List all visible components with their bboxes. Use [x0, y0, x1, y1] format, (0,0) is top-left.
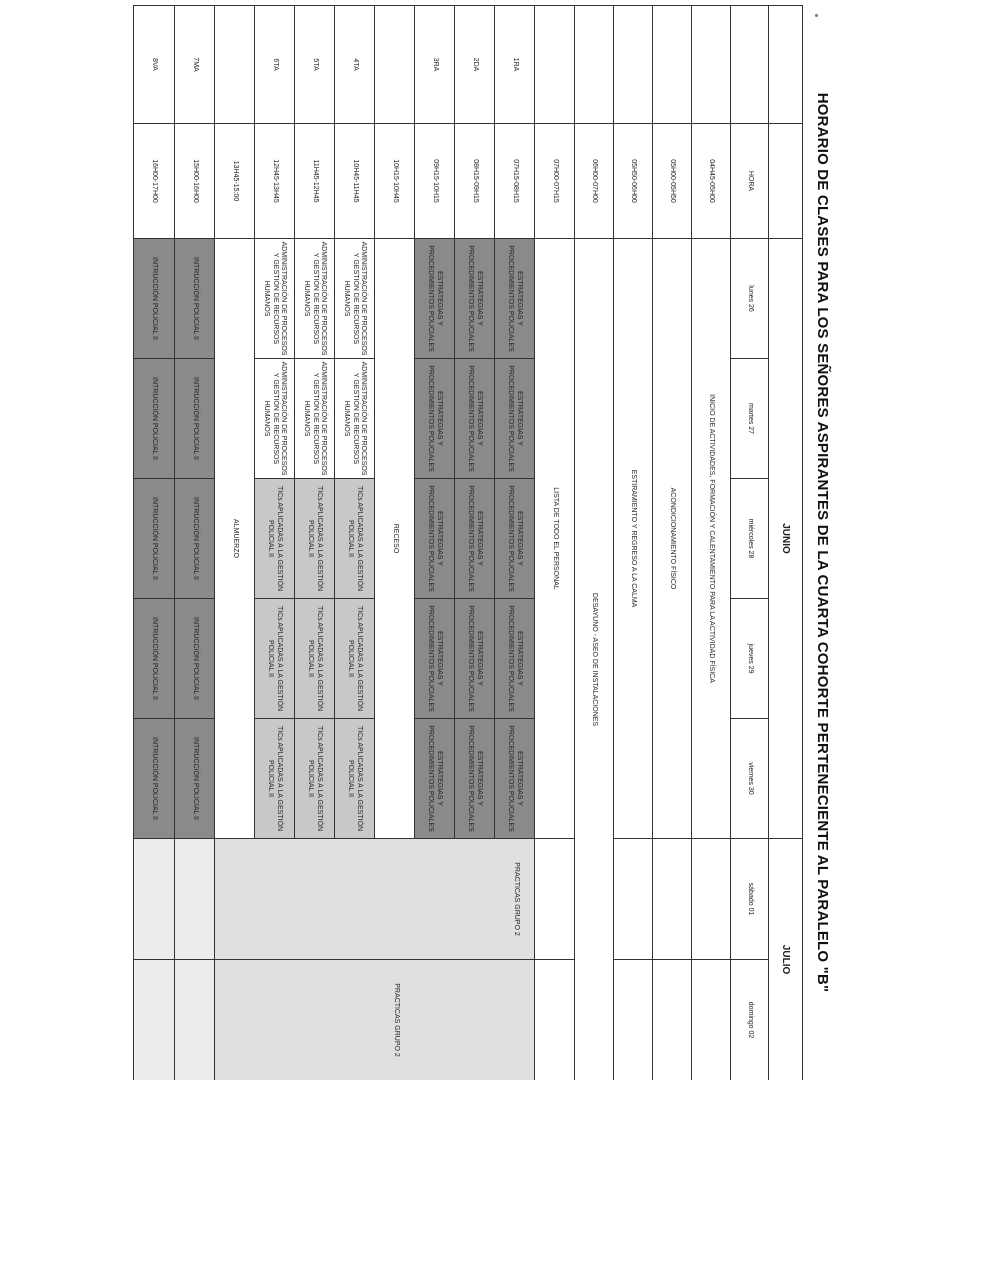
day-header: viernes 30: [731, 719, 769, 839]
class-cell: INTRUCCIÓN POLICIAL II: [134, 599, 175, 719]
class-cell: ADMINISTRACIÓN DE PROCESOS Y GESTIÓN DE RECURSOS HUMANOS: [335, 359, 375, 479]
class-cell: ESTRATEGIAS Y PROCEDIMIENTOS POLICIALES: [415, 599, 455, 719]
month-header-june: JUNIO: [769, 239, 803, 839]
time-cell: 12H45-13H45: [255, 124, 295, 239]
break-cell: RECESO: [375, 239, 415, 839]
activity-cell: DESAYUNO - ASEO DE INSTALACIONES: [575, 239, 614, 1081]
class-cell: INTRUCCIÓN POLICIAL II: [175, 479, 215, 599]
class-cell: ADMINISTRACIÓN DE PROCESOS Y GESTIÓN DE RECURSOS HUMANOS: [295, 359, 335, 479]
period-cell: 3RA: [415, 6, 455, 124]
class-cell: ESTRATEGIAS Y PROCEDIMIENTOS POLICIALES: [415, 359, 455, 479]
class-cell: ESTRATEGIAS Y PROCEDIMIENTOS POLICIALES: [455, 479, 495, 599]
class-cell: TICs APLICADAS A LA GESTIÓN POLICIAL II: [255, 719, 295, 839]
class-cell: TICs APLICADAS A LA GESTIÓN POLICIAL II: [295, 599, 335, 719]
class-cell: INTRUCCIÓN POLICIAL II: [134, 479, 175, 599]
class-cell: TICs APLICADAS A LA GESTIÓN POLICIAL II: [255, 599, 295, 719]
day-header: martes 27: [731, 359, 769, 479]
class-cell: INTRUCCIÓN POLICIAL II: [134, 239, 175, 359]
class-cell: ESTRATEGIAS Y PROCEDIMIENTOS POLICIALES: [495, 719, 535, 839]
class-cell: ESTRATEGIAS Y PROCEDIMIENTOS POLICIALES: [455, 599, 495, 719]
lunch-cell: ALMUERZO: [215, 239, 255, 839]
class-cell: INTRUCCIÓN POLICIAL II: [175, 239, 215, 359]
time-cell: 16H00-17H00: [134, 124, 175, 239]
class-cell: TICs APLICADAS A LA GESTIÓN POLICIAL II: [335, 719, 375, 839]
class-cell: TICs APLICADAS A LA GESTIÓN POLICIAL II: [335, 479, 375, 599]
practicas-sabado: [215, 839, 535, 960]
period-cell: 8VA: [134, 6, 175, 124]
period-cell: 2DA: [455, 6, 495, 124]
time-cell: 07H15-08H15: [495, 124, 535, 239]
class-cell: ESTRATEGIAS Y PROCEDIMIENTOS POLICIALES: [455, 239, 495, 359]
class-cell: INTRUCCIÓN POLICIAL II: [175, 359, 215, 479]
time-cell: 05H00-05H50: [653, 124, 692, 239]
activity-cell: INICIO DE ACTIVIDADES, FORMACIÓN Y CALENTAMIENTO PARA LA ACTIVIDAD FÍSICA: [692, 239, 731, 839]
activity-cell: ESTIRAMIENTO Y REGRESO A LA CALMA: [614, 239, 653, 839]
month-header-july: JULIO: [769, 839, 803, 1080]
page-title: HORARIO DE CLASES PARA LOS SEÑORES ASPIRANTES DE LA CUARTA COHORTE PERTENECIENTE AL PARALELO "B": [814, 92, 831, 993]
class-cell: TICs APLICADAS A LA GESTIÓN POLICIAL II: [255, 479, 295, 599]
time-cell: 08H15-09H15: [455, 124, 495, 239]
class-cell: ESTRATEGIAS Y PROCEDIMIENTOS POLICIALES: [495, 239, 535, 359]
hora-header: HORA: [731, 124, 769, 239]
period-cell: 1RA: [495, 6, 535, 124]
practicas-label: PRACTICAS GRUPO 2: [393, 983, 400, 1057]
class-cell: ESTRATEGIAS Y PROCEDIMIENTOS POLICIALES: [495, 359, 535, 479]
time-cell: 15H00-16H00: [175, 124, 215, 239]
class-cell: INTRUCCIÓN POLICIAL II: [175, 719, 215, 839]
time-cell: 10H45-11H45: [335, 124, 375, 239]
class-cell: ADMINISTRACIÓN DE PROCESOS Y GESTIÓN DE RECURSOS HUMANOS: [335, 239, 375, 359]
time-cell: 13H45-15:00: [215, 124, 255, 239]
class-cell: ESTRATEGIAS Y PROCEDIMIENTOS POLICIALES: [455, 719, 495, 839]
period-cell: 6TA: [255, 6, 295, 124]
class-cell: INTRUCCIÓN POLICIAL II: [134, 359, 175, 479]
class-cell: ESTRATEGIAS Y PROCEDIMIENTOS POLICIALES: [415, 479, 455, 599]
period-cell: 7MA: [175, 6, 215, 124]
class-cell: ESTRATEGIAS Y PROCEDIMIENTOS POLICIALES: [495, 479, 535, 599]
time-cell: 06H00-07H00: [575, 124, 614, 239]
class-cell: ESTRATEGIAS Y PROCEDIMIENTOS POLICIALES: [415, 719, 455, 839]
class-cell: ADMINISTRACIÓN DE PROCESOS Y GESTIÓN DE RECURSOS HUMANOS: [255, 359, 295, 479]
rotated-page: [130, 5, 841, 1080]
time-cell: 04H45-05H00: [692, 124, 731, 239]
day-header: domingo 02: [731, 960, 769, 1080]
day-header: lunes 26: [731, 239, 769, 359]
period-cell: 5TA: [295, 6, 335, 124]
activity-cell: LISTA DE TODO EL PERSONAL: [535, 239, 575, 839]
day-header: miércoles 28: [731, 479, 769, 599]
class-cell: INTRUCCIÓN POLICIAL II: [134, 719, 175, 839]
class-cell: TICs APLICADAS A LA GESTIÓN POLICIAL II: [295, 719, 335, 839]
schedule-table: [133, 5, 803, 1080]
class-cell: ADMINISTRACIÓN DE PROCESOS Y GESTIÓN DE RECURSOS HUMANOS: [295, 239, 335, 359]
time-cell: 07H00-07H15: [535, 124, 575, 239]
time-cell: 05H50-06H00: [614, 124, 653, 239]
class-cell: TICs APLICADAS A LA GESTIÓN POLICIAL II: [295, 479, 335, 599]
class-cell: ADMINISTRACIÓN DE PROCESOS Y GESTIÓN DE RECURSOS HUMANOS: [255, 239, 295, 359]
time-cell: 10H15-10H45: [375, 124, 415, 239]
day-header: jueves 29: [731, 599, 769, 719]
period-cell: 4TA: [335, 6, 375, 124]
class-cell: TICs APLICADAS A LA GESTIÓN POLICIAL II: [335, 599, 375, 719]
schedule-sheet: [130, 5, 841, 1080]
class-cell: ESTRATEGIAS Y PROCEDIMIENTOS POLICIALES: [455, 359, 495, 479]
class-cell: ESTRATEGIAS Y PROCEDIMIENTOS POLICIALES: [415, 239, 455, 359]
time-cell: 11H45-12H45: [295, 124, 335, 239]
practicas-label: PRACTICAS GRUPO 2: [513, 862, 520, 936]
day-header: sábado 01: [731, 839, 769, 960]
practicas-domingo: [215, 960, 535, 1080]
time-cell: 09H15-10H15: [415, 124, 455, 239]
class-cell: ESTRATEGIAS Y PROCEDIMIENTOS POLICIALES: [495, 599, 535, 719]
activity-cell: ACONDICIONAMIENTO FÍSICO: [653, 239, 692, 839]
class-cell: INTRUCCIÓN POLICIAL II: [175, 599, 215, 719]
